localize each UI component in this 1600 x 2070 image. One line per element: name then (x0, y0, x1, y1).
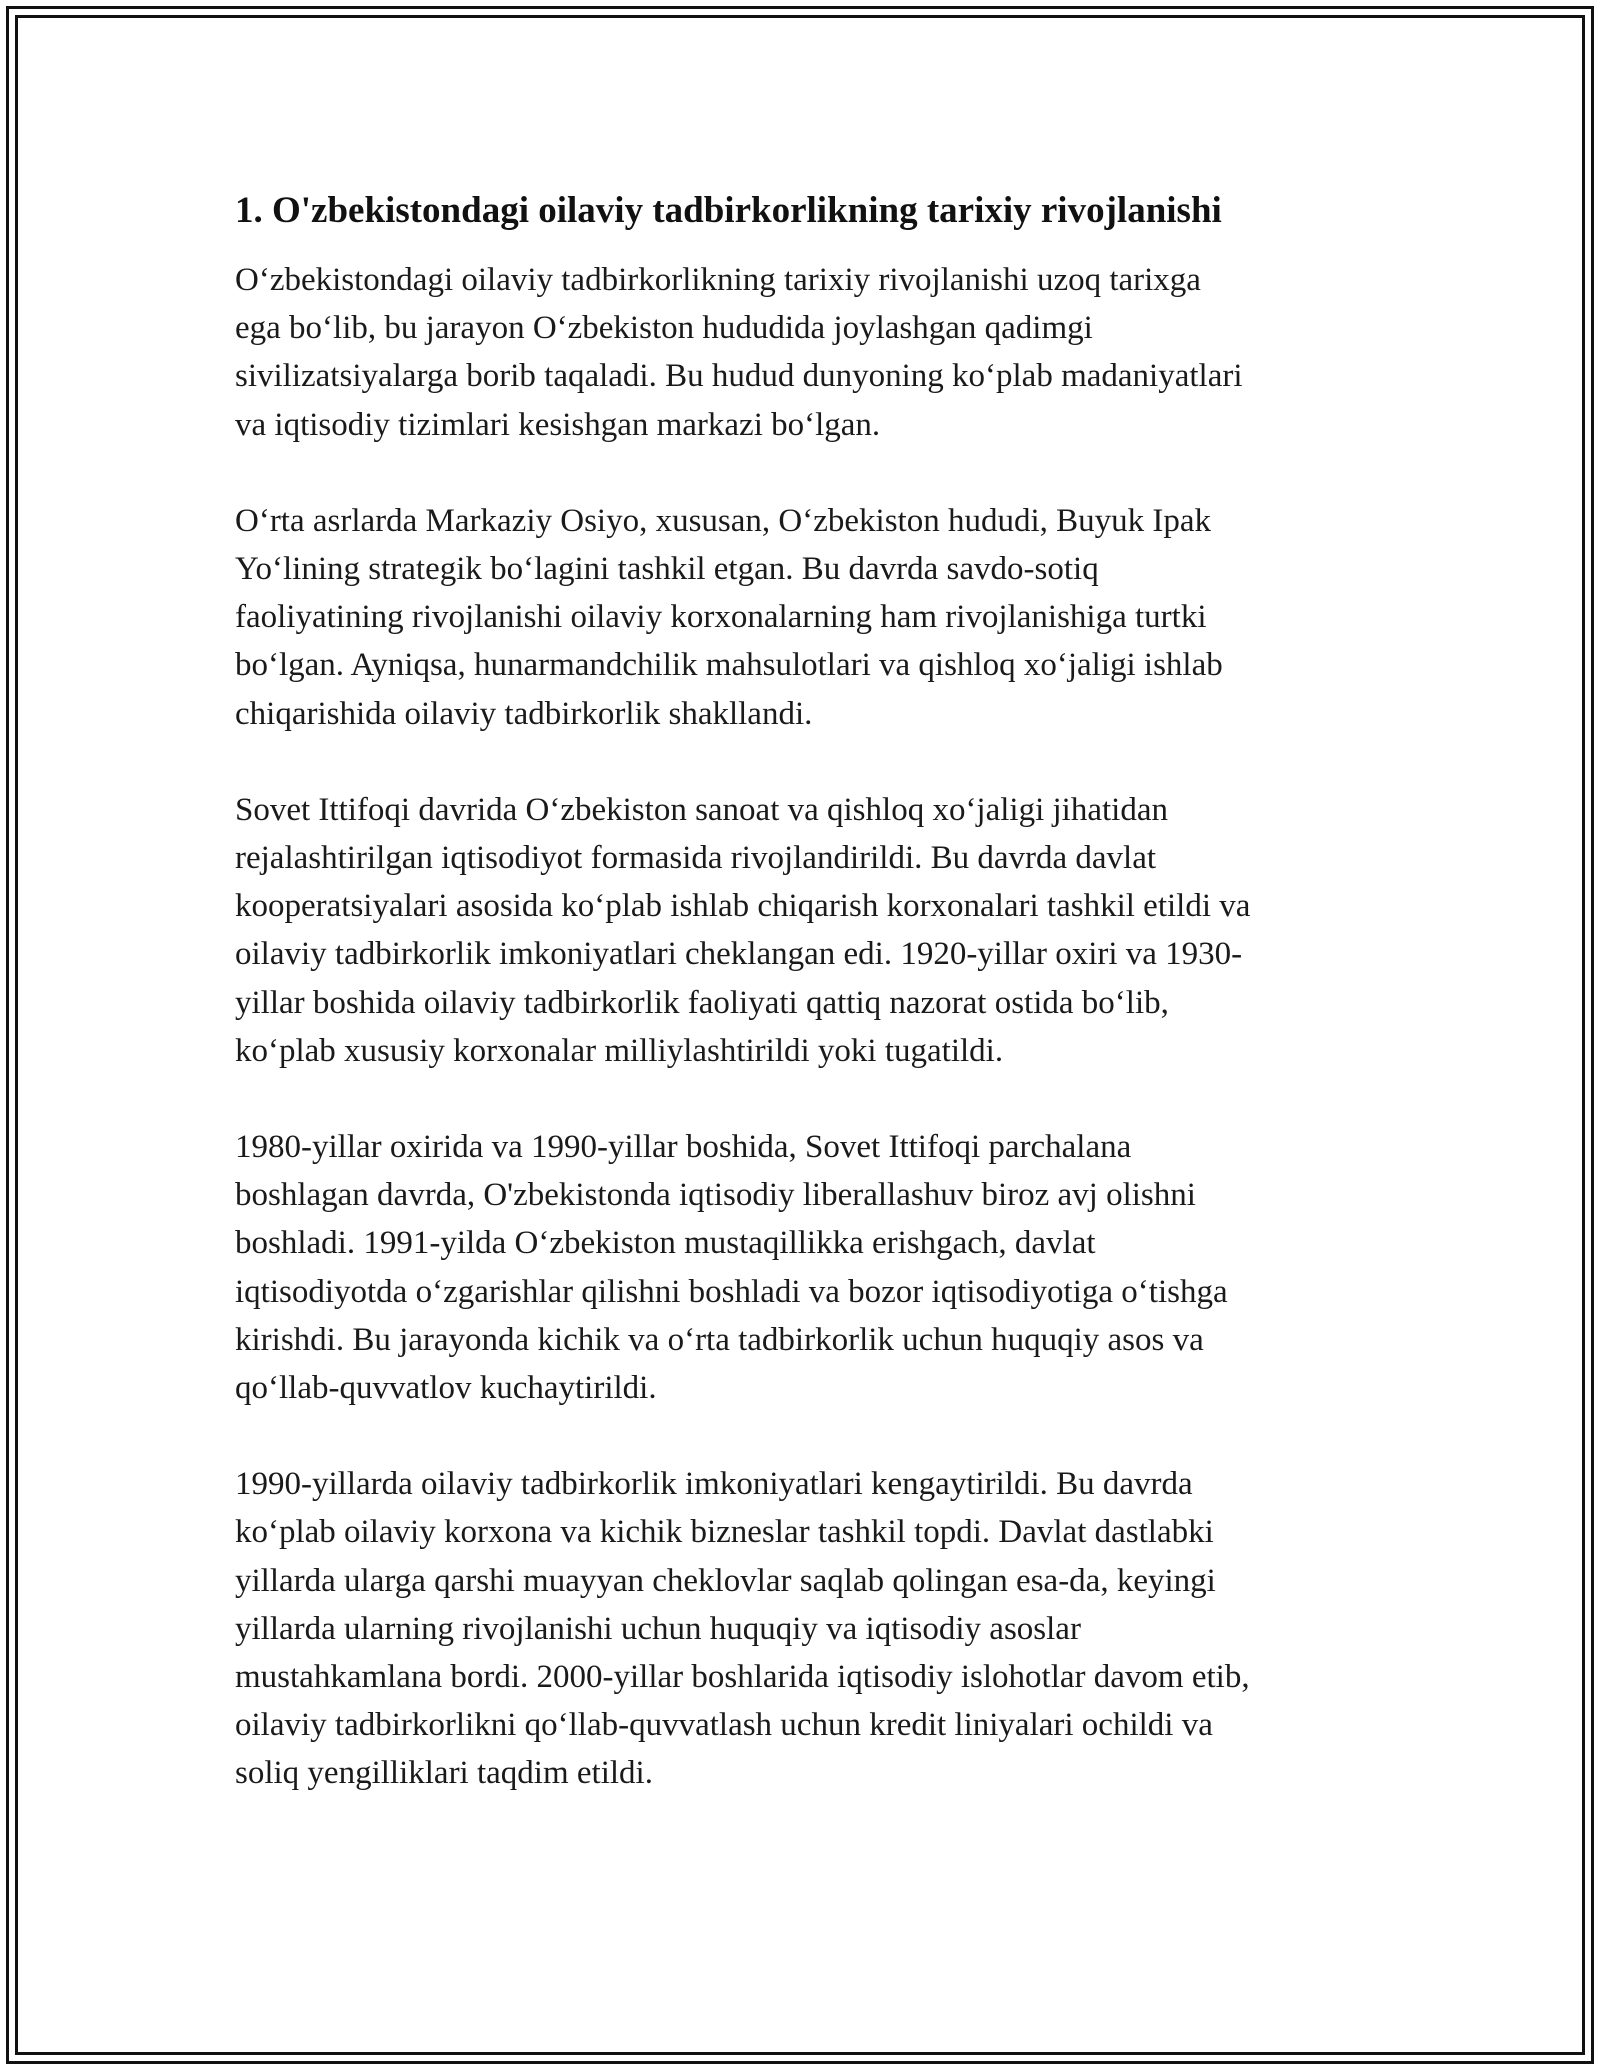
text-line: 1990-yillarda oilaviy tadbirkorlik imkoniyatlari kengaytirildi. Bu davrda (235, 1466, 1193, 1503)
text-line: sivilizatsiyalarga borib taqaladi. Bu hudud dunyoning ko‘plab madaniyatlari (235, 358, 1243, 395)
text-line: rejalashtirilgan iqtisodiyot formasida rivojlandirildi. Bu davrda davlat (235, 840, 1157, 877)
text-line: O‘zbekistondagi oilaviy tadbirkorlikning tarixiy rivojlanishi uzoq tarixga (235, 262, 1201, 298)
text-line: qo‘llab-quvvatlov kuchaytirildi. (235, 1370, 657, 1407)
text-line: ega bo‘lib, bu jarayon O‘zbekiston hududida joylashgan qadimgi (235, 310, 1093, 347)
text-line: oilaviy tadbirkorlik imkoniyatlari cheklangan edi. 1920-yillar oxiri va 1930- (235, 936, 1243, 973)
paragraph (235, 497, 1385, 738)
text-line: mustahkamlana bordi. 2000-yillar boshlarida iqtisodiy islohotlar davom etib, (235, 1659, 1250, 1696)
text-line: boshlagan davrda, O'zbekistonda iqtisodiy liberallashuv biroz avj olishni (235, 1177, 1196, 1214)
text-line: yillar boshida oilaviy tadbirkorlik faoliyati qattiq nazorat ostida bo‘lib, (235, 984, 1169, 1021)
text-line: yillarda ularga qarshi muayyan cheklovlar saqlab qolingan esa-da, keyingi (235, 1562, 1216, 1599)
text-line: bo‘lgan. Ayniqsa, hunarmandchilik mahsulotlari va qishloq xo‘jaligi ishlab (235, 647, 1223, 684)
paragraph-list (235, 256, 1385, 1798)
text-line: boshladi. 1991-yilda O‘zbekiston mustaqillikka erishgach, davlat (235, 1225, 1096, 1262)
paragraph (235, 256, 1385, 449)
text-line: va iqtisodiy tizimlari kesishgan markazi bo‘lgan. (235, 406, 881, 443)
text-line: chiqarishida oilaviy tadbirkorlik shakllandi. (235, 695, 813, 732)
text-line: Yo‘lining strategik bo‘lagini tashkil etgan. Bu davrda savdo-sotiq (235, 551, 1099, 588)
paragraph (235, 1123, 1385, 1412)
paragraph (235, 786, 1385, 1075)
text-line: faoliyatining rivojlanishi oilaviy korxonalarning ham rivojlanishiga turtki (235, 599, 1207, 636)
text-line: O‘rta asrlarda Markaziy Osiyo, xususan, O‘zbekiston hududi, Buyuk Ipak (235, 502, 1212, 539)
text-line: yillarda ularning rivojlanishi uchun huquqiy va iqtisodiy asoslar (235, 1610, 1081, 1647)
text-line: soliq yengilliklari taqdim etildi. (235, 1755, 653, 1792)
paragraph (235, 1460, 1385, 1797)
text-line: kirishdi. Bu jarayonda kichik va o‘rta tadbirkorlik uchun huquqiy asos va (235, 1321, 1204, 1358)
text-line: iqtisodiyotda o‘zgarishlar qilishni boshladi va bozor iqtisodiyotiga o‘tishga (235, 1273, 1228, 1310)
document-body (235, 186, 1385, 1846)
text-line: oilaviy tadbirkorlikni qo‘llab-quvvatlash uchun kredit liniyalari ochildi va (235, 1707, 1213, 1744)
section-heading: 1. O'zbekistondagi oilaviy tadbirkorlikning tarixiy rivojlanishi (235, 190, 1222, 231)
text-line: ko‘plab oilaviy korxona va kichik bizneslar tashkil topdi. Davlat dastlabki (235, 1514, 1214, 1551)
text-line: Sovet Ittifoqi davrida O‘zbekiston sanoat va qishloq xo‘jaligi jihatidan (235, 791, 1168, 828)
text-line: 1980-yillar oxirida va 1990-yillar boshida, Sovet Ittifoqi parchalana (235, 1129, 1132, 1166)
text-line: ko‘plab xususiy korxonalar milliylashtirildi yoki tugatildi. (235, 1032, 1004, 1069)
text-line: kooperatsiyalari asosida ko‘plab ishlab chiqarish korxonalari tashkil etildi va (235, 888, 1251, 925)
